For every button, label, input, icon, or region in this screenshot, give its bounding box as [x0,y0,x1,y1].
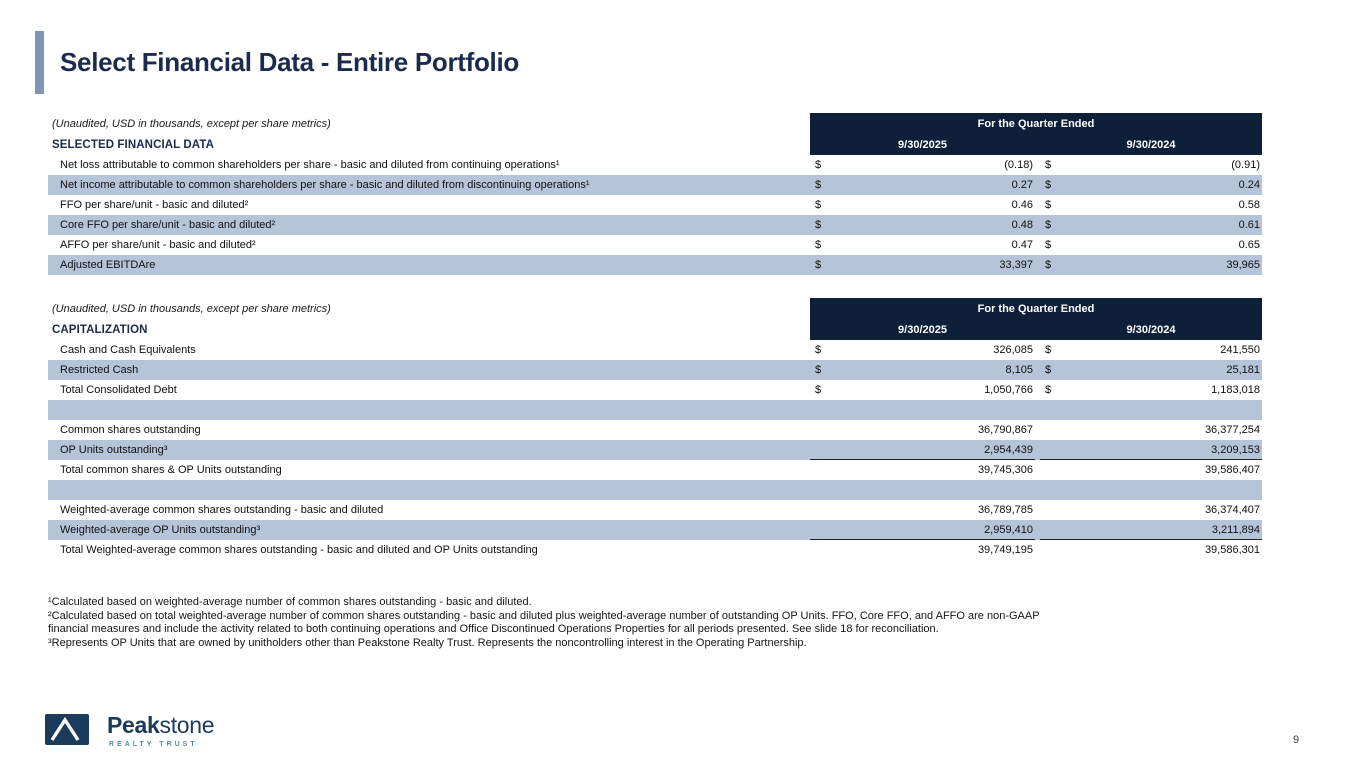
page-title: Select Financial Data - Entire Portfolio [60,47,519,77]
value-period-2025: 0.46 [1011,199,1033,211]
value-period-2025: 326,085 [993,344,1033,356]
title-block [35,31,519,94]
mountain-logo-icon [45,714,89,745]
value-period-2024: 0.61 [1238,219,1260,231]
dollar-sign: $ [815,259,822,271]
dollar-sign [810,520,836,540]
row-label: Net loss attributable to common shareholders per share - basic and diluted from continuing operations¹ [60,159,560,171]
value-period-2024: 36,374,407 [1204,504,1260,516]
quarter-ended-header: For the Quarter Ended [810,113,1262,135]
dollar-sign: $ [1045,219,1052,231]
table-row [48,360,1262,380]
table-body [48,340,1262,560]
brand-name-bold: Peak [107,712,160,738]
dollar-sign [1040,520,1066,540]
selected-financial-data-table [48,113,1262,275]
table-row [48,255,1262,275]
table-row [48,420,1262,440]
value-period-2024: 0.58 [1238,199,1260,211]
footnote-3: ³Represents OP Units that are owned by unitholders other than Peakstone Realty Trust. Represents the noncontrolling interest in the Operating Partnership. [48,636,807,649]
table-header-row-2 [48,135,1262,155]
row-label: FFO per share/unit - basic and diluted² [60,199,249,211]
column-gap [1035,540,1040,560]
row-label: Cash and Cash Equivalents [60,344,196,356]
value-period-2025: 36,789,785 [977,504,1033,516]
value-period-2024: 39,965 [1226,259,1260,271]
dollar-sign: $ [1045,199,1052,211]
dollar-sign: $ [1045,179,1052,191]
brand-name-light: stone [159,712,215,738]
table-row [48,440,1262,460]
row-label: Restricted Cash [60,364,139,376]
value-period-2024: 25,181 [1226,364,1260,376]
value-period-2025: 0.27 [1011,179,1033,191]
section-label: CAPITALIZATION [52,324,148,336]
dollar-sign: $ [815,364,822,376]
quarter-ended-header: For the Quarter Ended [810,298,1262,320]
row-label: Adjusted EBITDAre [60,259,156,271]
spacer-row [48,480,1262,500]
capitalization-table [48,298,1262,560]
value-period-2025: 8,105 [1005,364,1033,376]
column-gap [1035,480,1040,500]
period-2024-header: 9/30/2024 [1040,320,1262,340]
table-row [48,235,1262,255]
table-row [48,520,1262,540]
period-2025-header: 9/30/2025 [810,320,1035,340]
value-period-2024: 0.65 [1238,239,1260,251]
table-row [48,175,1262,195]
value-period-2025: 1,050,766 [984,384,1033,396]
table-row [48,460,1262,480]
dollar-sign: $ [815,219,822,231]
value-period-2025: 0.47 [1011,239,1033,251]
table-header-row-1 [48,298,1262,320]
unaudited-note: (Unaudited, USD in thousands, except per share metrics) [52,303,331,315]
value-period-2025: 36,790,867 [977,424,1033,436]
peakstone-logo [45,714,214,748]
brand-tagline: REALTY TRUST [109,741,198,748]
dollar-sign [1040,440,1066,460]
value-period-2025: 39,749,195 [977,544,1033,556]
value-period-2025: 2,959,410 [836,520,1035,540]
title-accent-bar [35,31,44,94]
value-period-2024: 3,209,153 [1066,440,1262,460]
dollar-sign: $ [815,344,822,356]
row-label: Total common shares & OP Units outstanding [60,464,282,476]
row-label: OP Units outstanding³ [60,444,168,456]
dollar-sign: $ [815,179,822,191]
table-row [48,380,1262,400]
row-label: Common shares outstanding [60,424,201,436]
value-period-2025: (0.18) [1004,159,1033,171]
column-gap [1035,500,1040,520]
table-row [48,340,1262,360]
value-period-2024: 3,211,894 [1066,520,1262,540]
table-row [48,155,1262,175]
dollar-sign: $ [815,159,822,171]
table-row [48,500,1262,520]
value-period-2025: 2,954,439 [836,440,1035,460]
section-label: SELECTED FINANCIAL DATA [52,139,215,151]
dollar-sign: $ [1045,259,1052,271]
spacer-row [48,400,1262,420]
period-2025-header: 9/30/2025 [810,135,1035,155]
column-gap [1035,420,1040,440]
brand-wordmark [107,714,214,748]
row-label: AFFO per share/unit - basic and diluted² [60,239,256,251]
dollar-sign: $ [815,199,822,211]
table-header-row-2 [48,320,1262,340]
dollar-sign: $ [815,239,822,251]
value-period-2024: 36,377,254 [1204,424,1260,436]
row-label: Total Consolidated Debt [60,384,177,396]
row-label: Core FFO per share/unit - basic and diluted² [60,219,276,231]
row-label: Net income attributable to common shareholders per share - basic and diluted from discontinuing operations¹ [60,179,590,191]
dollar-sign: $ [1045,364,1052,376]
value-period-2024: 241,550 [1220,344,1260,356]
column-gap [1035,400,1040,420]
dollar-sign: $ [1045,344,1052,356]
row-label: Weighted-average common shares outstanding - basic and diluted [60,504,384,516]
footnotes-block [48,596,1058,650]
dollar-sign: $ [1045,239,1052,251]
table-row [48,195,1262,215]
table-header-row-1 [48,113,1262,135]
value-period-2025: 0.48 [1011,219,1033,231]
table-body [48,155,1262,275]
footnote-2: ²Calculated based on total weighted-average number of common shares outstanding - basic and diluted plus weighted-average number of outstanding OP Units. FFO, Core FFO, and AFFO are non-GAAP financial measures and include the activity related to both continuing operations and Office Discontinued Operations Properties for all periods presented. See slide 18 for reconciliation. [48,609,1040,635]
value-period-2024: (0.91) [1231,159,1260,171]
value-period-2025: 33,397 [999,259,1033,271]
value-period-2024: 39,586,407 [1204,464,1260,476]
table-row [48,215,1262,235]
dollar-sign: $ [815,384,822,396]
page-number: 9 [1293,734,1300,746]
dollar-sign: $ [1045,384,1052,396]
value-period-2025: 39,745,306 [977,464,1033,476]
dollar-sign [810,440,836,460]
value-period-2024: 0.24 [1238,179,1260,191]
footnote-1: ¹Calculated based on weighted-average number of common shares outstanding - basic and diluted. [48,596,532,608]
column-gap [1035,460,1040,480]
value-period-2024: 39,586,301 [1204,544,1260,556]
table-row [48,540,1262,560]
brand-name [107,714,214,737]
row-label: Total Weighted-average common shares outstanding - basic and diluted and OP Units outstanding [60,544,538,556]
dollar-sign: $ [1045,159,1052,171]
unaudited-note: (Unaudited, USD in thousands, except per share metrics) [52,118,331,130]
row-label: Weighted-average OP Units outstanding³ [60,524,261,536]
period-2024-header: 9/30/2024 [1040,135,1262,155]
value-period-2024: 1,183,018 [1211,384,1260,396]
